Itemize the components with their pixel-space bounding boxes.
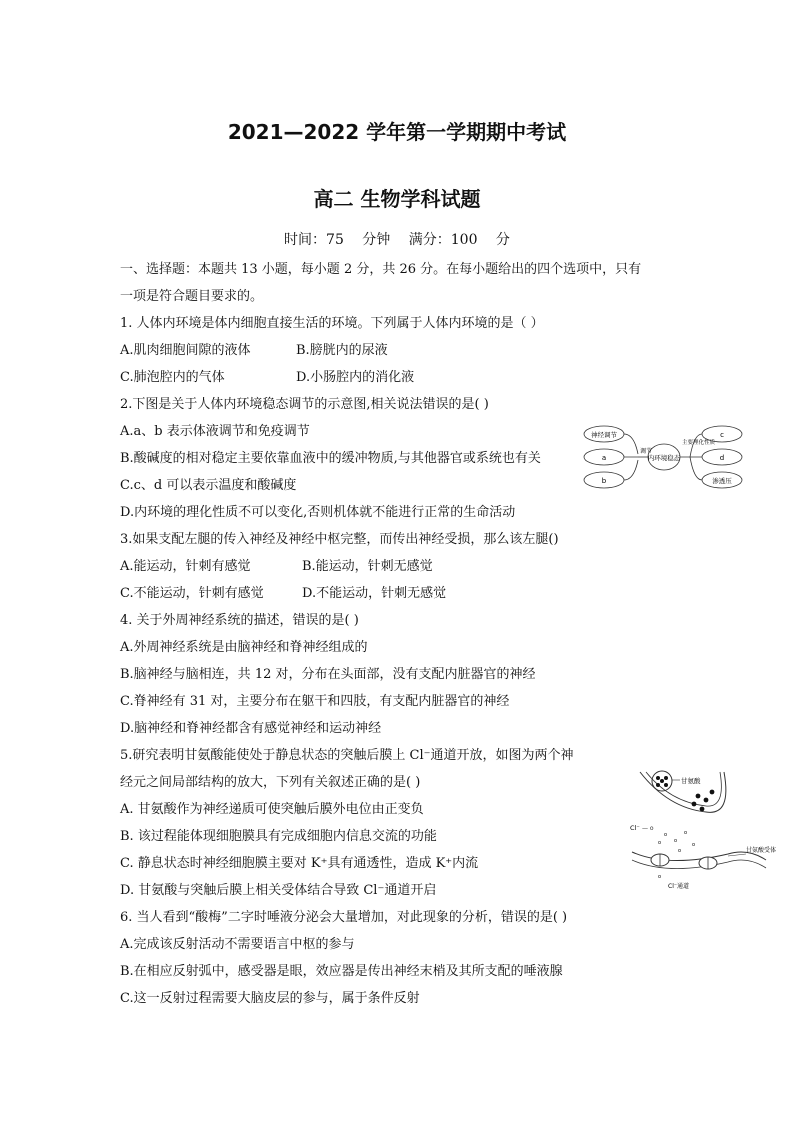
- q4-option-c: C.脊神经有 31 对，主要分布在躯干和四肢，有支配内脏器官的神经: [120, 694, 510, 709]
- label-center: 内环境稳态: [647, 454, 681, 462]
- q1-option-c: C.肺泡腔内的气体: [120, 370, 225, 385]
- question-5-stem-line2: 经元之间局部结构的放大，下列有关叙述正确的是( ): [120, 775, 421, 790]
- q2-option-d: D.内环境的理化性质不可以变化,否则机体就不能进行正常的生命活动: [120, 505, 516, 520]
- q6-option-b: B.在相应反射弧中，感受器是眼，效应器是传出神经末梢及其所支配的唾液腺: [120, 964, 563, 979]
- label-receptor: 甘氨酸受体: [746, 847, 777, 854]
- question-3-options-row1: [120, 557, 433, 577]
- q5-option-b: B. 该过程能体现细胞膜具有完成细胞内信息交流的功能: [120, 829, 437, 844]
- q6-option-a: A.完成该反射活动不需要语言中枢的参与: [120, 937, 355, 952]
- label-b: b: [601, 477, 607, 485]
- q4-option-a: A.外周神经系统是由脑神经和脊神经组成的: [120, 640, 368, 655]
- question-3-options-row2: [120, 584, 446, 604]
- label-glycine: 甘氨酸: [681, 777, 701, 785]
- q5-option-a: A. 甘氨酸作为神经递质可使突触后膜外电位由正变负: [120, 802, 424, 817]
- svg-text:o: o: [692, 842, 696, 848]
- q4-option-d: D.脑神经和脊神经都含有感觉神经和运动神经: [120, 721, 382, 736]
- question-1-options-row2: [120, 368, 414, 388]
- exam-subtitle: 高二 生物学科试题: [313, 187, 481, 211]
- q2-option-a: A.a、b 表示体液调节和免疫调节: [120, 424, 310, 439]
- q3-option-c: C.不能运动，针刺有感觉: [120, 586, 264, 601]
- q4-option-b: B.脑神经与脑相连，共 12 对，分布在头面部，没有支配内脏器官的神经: [120, 667, 536, 682]
- q3-option-b: B.能运动，针刺无感觉: [302, 559, 433, 574]
- label-main: 主要理化性质: [682, 440, 716, 446]
- svg-text:o: o: [678, 848, 682, 854]
- svg-text:o: o: [664, 832, 668, 838]
- q2-option-b: B.酸碱度的相对稳定主要依靠血液中的缓冲物质,与其他器官或系统也有关: [120, 451, 541, 466]
- svg-text:o: o: [658, 840, 662, 846]
- svg-text:o: o: [658, 874, 662, 880]
- homeostasis-diagram: [582, 424, 762, 494]
- question-1-stem: 1. 人体内环境是体内细胞直接生活的环境。下列属于人体内环境的是（ ）: [120, 316, 544, 331]
- question-5-stem-line1: 5.研究表明甘氨酸能使处于静息状态的突触后膜上 Cl⁻通道开放，如图为两个神: [120, 748, 574, 763]
- question-6-stem: 6. 当人看到“酸梅”二字时唾液分泌会大量增加，对此现象的分析，错误的是( ): [120, 910, 568, 925]
- label-cl-ion: Cl⁻: [630, 824, 640, 832]
- svg-text:— o: — o: [642, 825, 654, 832]
- label-neural: 神经调节: [591, 431, 617, 439]
- question-1-options-row1: [120, 341, 388, 361]
- q1-option-d: D.小肠腔内的消化液: [296, 370, 415, 385]
- label-osmo: 渗透压: [712, 477, 732, 485]
- label-d: d: [719, 454, 725, 462]
- q1-option-b: B.膀胱内的尿液: [296, 343, 388, 358]
- q6-option-c: C.这一反射过程需要大脑皮层的参与，属于条件反射: [120, 991, 420, 1006]
- q3-option-d: D.不能运动，针刺无感觉: [302, 586, 447, 601]
- svg-text:o: o: [674, 838, 678, 844]
- label-channel: Cl⁻通道: [668, 883, 690, 890]
- label-a: a: [601, 454, 607, 462]
- exam-info: 时间：75 分钟 满分：100 分: [284, 232, 510, 248]
- q1-option-a: A.肌肉细胞间隙的液体: [120, 343, 251, 358]
- exam-title: 2021—2022 学年第一学期期中考试: [227, 120, 567, 144]
- section-intro-line1: 一、选择题：本题共 13 小题，每小题 2 分，共 26 分。在每小题给出的四个选项中，只有: [120, 262, 642, 277]
- section-intro-line2: 一项是符合题目要求的。: [120, 289, 264, 304]
- question-4-stem: 4. 关于外周神经系统的描述，错误的是( ): [120, 613, 359, 628]
- question-2-stem: 2.下图是关于人体内环境稳态调节的示意图,相关说法错误的是( ): [120, 397, 489, 412]
- q5-option-c: C. 静息状态时神经细胞膜主要对 K⁺具有通透性，造成 K⁺内流: [120, 856, 479, 871]
- q2-option-c: C.c、d 可以表示温度和酸碱度: [120, 478, 297, 493]
- q5-option-d: D. 甘氨酸与突触后膜上相关受体结合导致 Cl⁻通道开启: [120, 883, 437, 898]
- synapse-diagram: [628, 768, 778, 896]
- label-c: c: [720, 431, 724, 439]
- question-3-stem: 3.如果支配左腿的传入神经及神经中枢完整，而传出神经受损，那么该左腿(): [120, 532, 559, 547]
- q3-option-a: A.能运动，针刺有感觉: [120, 559, 251, 574]
- svg-text:o: o: [684, 830, 688, 836]
- label-regulate: 调节: [640, 448, 653, 455]
